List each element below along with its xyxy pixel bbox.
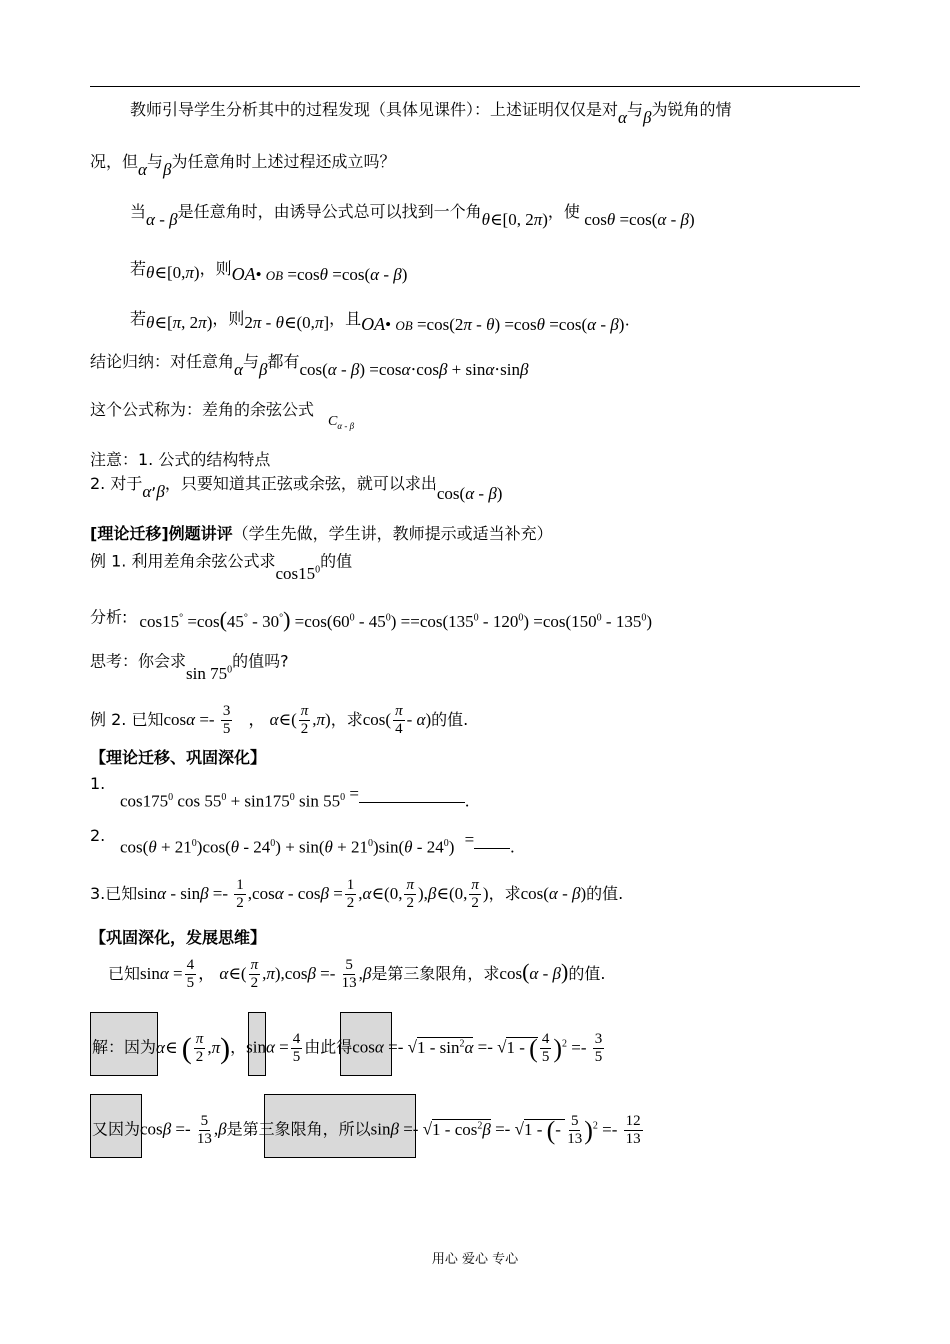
text: 的值	[320, 551, 353, 571]
paragraph-line-3: 当α - β是任意角时，由诱导公式总可以找到一个角θ∈[0, 2π)，使 cosθ =cos(α - β)	[130, 202, 695, 229]
text: [理论迁移]例题讲评	[90, 524, 233, 543]
paragraph-line-4: 若θ∈[0,π)，则OA• OB =cosθ =cos(α - β)	[130, 259, 408, 284]
paragraph-line-5: 若θ∈[π, 2π)，则2π - θ∈(0,π]，且OA• OB =cos(2π - θ) =cosθ =cos(α - β)·	[130, 309, 631, 334]
text: 是第三象限角，所以	[226, 1119, 371, 1139]
text: ，且	[329, 309, 362, 328]
text: 为任意角时上述过程还成立吗？	[171, 152, 396, 171]
section-heading-2: 【理论迁移、巩固深化】	[90, 748, 267, 767]
text: 与	[626, 100, 643, 119]
text: 思考：你会求	[90, 651, 187, 671]
text: 若	[130, 309, 147, 328]
text: 况，但	[90, 152, 139, 171]
text: 已知	[108, 964, 141, 983]
text: 3.已知	[90, 884, 138, 903]
text: 是第三象限角，求	[371, 964, 500, 983]
text: 的值.	[586, 884, 624, 903]
text: 又因为	[92, 1119, 141, 1139]
text: 与	[146, 152, 163, 171]
text: ，只要知道其正弦或余弦，就可以求出	[164, 474, 437, 493]
note-line-2: 2. 对于α,β，只要知道其正弦或余弦，就可以求出cos(α - β)	[90, 474, 503, 503]
text: 教师引导学生分析其中的过程发现（具体见课件）：上述证明仅仅是对	[130, 100, 619, 119]
text: 与	[242, 352, 259, 371]
section-heading-1	[90, 522, 553, 546]
text: 解：因为	[92, 1037, 157, 1057]
paragraph-line-1: 教师引导学生分析其中的过程发现（具体见课件）：上述证明仅仅是对α与β为锐角的情	[130, 100, 732, 127]
note-line-1: 注意：1. 公式的结构特点	[90, 450, 271, 469]
question-2-number: 2.	[90, 826, 106, 845]
text: 的值.	[568, 964, 606, 983]
text: 都有	[267, 352, 300, 371]
text: ，使	[547, 202, 580, 221]
solution-line-2: 又因为cosβ =- $\frac{5}{13}$ ,β是第三象限角，所以$\sin\beta =- √1 - \cos^2\beta =- √1$ - (- $\frac{5}{13}$ )$^2$ =- $\frac{12}{13}$	[92, 1112, 641, 1147]
header-rule	[90, 86, 860, 87]
text: 例 1. 利用差角余弦公式求	[90, 551, 276, 571]
text: 分析:	[90, 607, 128, 627]
conclusion-line: 结论归纳：对任意角α与β都有cos(α - β) =cosα⋅cosβ + sinα⋅sinβ	[90, 352, 529, 379]
text: ，则	[199, 259, 232, 278]
question-3: 3.已知sinα - sinβ =- $\frac{1}{2}$ ,cosα - cosβ = $\frac{1}{2}$ ,α∈(0, $\frac{\pi}{2}$ ),β∈(0, $\frac{\pi}{2}$ )，求cos(α - β)的值.	[90, 877, 624, 911]
text: 这个公式称为：差角的余弦公式	[90, 400, 315, 419]
text: 由此得	[304, 1037, 353, 1057]
analysis-line: 分析: $\cos 15^\circ =\cos(45^\circ - 30^\circ) =\cos(60^0 - 45^0) ==\cos(135^0 - 120^0) =\cos(150^0 - 135^0)$	[90, 606, 653, 632]
page-footer: 用心 爱心 专心	[431, 1252, 519, 1267]
paragraph-line-2: 况，但α与β为任意角时上述过程还成立吗？	[90, 152, 396, 179]
example-1: 例 1. 利用差角余弦公式求$\cos 15^0$的值	[90, 551, 353, 583]
solution-line-1: 解：因为α∈ ( $\frac{\pi}{2}$ ,π)，sinα = $\frac{4}{5}$ 由此得$\cos\alpha =- √1 - \sin^2\alpha =- √1$ - ( $\frac{4}{5}$ )$^2$ =- $\frac{3}{5}$	[92, 1030, 603, 1065]
text: ，求	[330, 710, 363, 729]
text: ，求	[488, 884, 521, 903]
text: 若	[130, 259, 147, 278]
question-4: 已知sinα = $\frac{4}{5}$ ， α∈( $\frac{\pi}{2}$ ,π),cosβ =- $\frac{5}{13}$ ,β是第三象限角，求cos(α - β)的值.	[108, 957, 606, 991]
text: 是任意角时，由诱导公式总可以找到一个角	[177, 202, 482, 221]
text: 当	[130, 202, 147, 221]
question-1-number: 1.	[90, 774, 106, 793]
text: 例 2. 已知	[90, 710, 164, 729]
text: 的值吗?	[232, 651, 289, 671]
text: 2. 对于	[90, 474, 143, 493]
think-line: 思考：你会求$\sin 75^0$的值吗?	[90, 651, 289, 683]
text: （学生先做，学生讲，教师提示或适当补充）	[232, 524, 553, 543]
example-2: 例 2. 已知cosα =- $\frac{3}{5}$ ， α∈( $\frac{\pi}{2}$ ,π)，求cos( $\frac{\pi}{4}$ - α)的值.	[90, 703, 469, 737]
text: 的值.	[431, 710, 469, 729]
question-1: $\cos 175^0$ $\cos 55^0 + \sin 175^0$ $\sin 55^0$ = .	[120, 783, 470, 811]
section-heading-3: 【巩固深化，发展思维】	[90, 928, 267, 947]
text: ，则	[212, 309, 245, 328]
text: 结论归纳：对任意角	[90, 352, 235, 371]
text: 为锐角的情	[651, 100, 732, 119]
formula-name-line: 这个公式称为：差角的余弦公式$C_{\alpha - \beta}$	[90, 400, 355, 431]
question-2: $\cos(\theta + 21^0)\cos(\theta - 24^0) + \sin(\theta + 21^0)\sin(\theta - 24^0)$ = .	[120, 829, 515, 857]
